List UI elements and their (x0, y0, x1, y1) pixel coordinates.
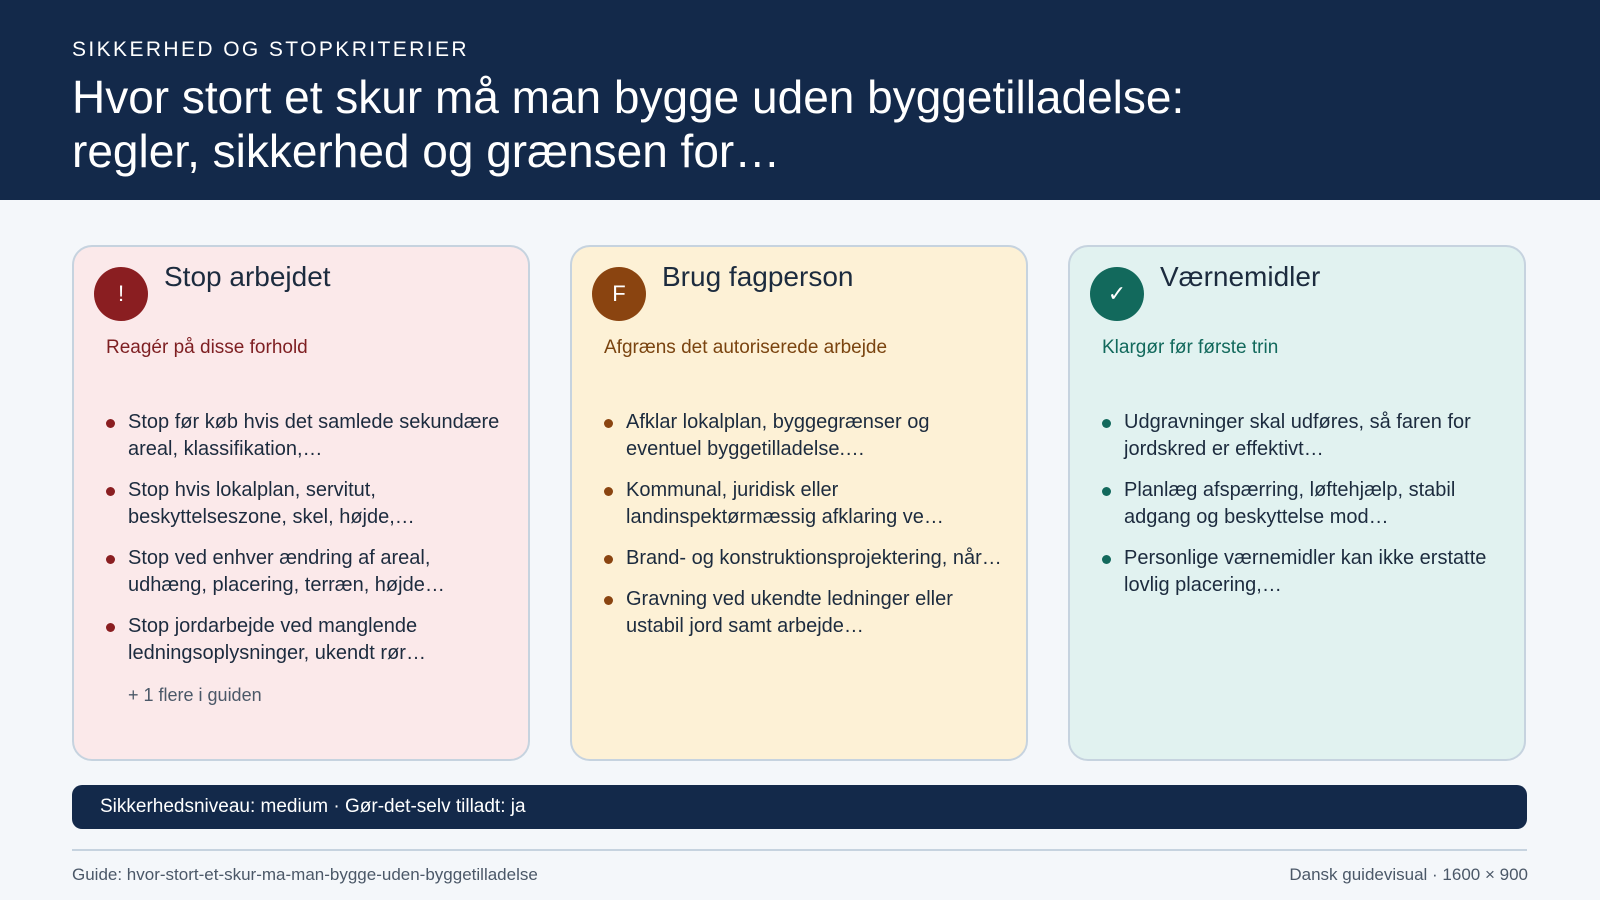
list-item (106, 545, 506, 599)
page-title: Hvor stort et skur må man bygge uden byggetilladelse: regler, sikkerhed og grænsen for… (72, 71, 1185, 177)
card-subtitle: Klargør før første trin (1102, 337, 1279, 358)
list-item-text: Kommunal, juridisk eller landinspektørmæssig afklaring ve… (626, 479, 944, 528)
card-protective-equipment (1068, 245, 1526, 761)
professional-icon: F (592, 267, 646, 321)
list-item (604, 477, 1004, 531)
bullet-list (1102, 409, 1502, 613)
bullet-dot-icon (604, 487, 613, 496)
card-title: Værnemidler (1160, 261, 1321, 292)
list-item (1102, 409, 1502, 463)
list-item-text: Stop hvis lokalplan, servitut, beskyttelseszone, skel, højde,… (128, 479, 415, 528)
header (0, 0, 1600, 200)
bullet-dot-icon (604, 596, 613, 605)
list-item (106, 613, 506, 667)
card-subtitle: Afgræns det autoriserede arbejde (604, 337, 888, 358)
bullet-dot-icon (604, 555, 613, 564)
bullet-dot-icon (106, 623, 115, 632)
bullet-dot-icon (1102, 487, 1111, 496)
more-in-guide-link[interactable]: + 1 flere i guiden (128, 685, 262, 705)
eyebrow-label: SIKKERHED OG STOPKRITERIER (72, 38, 469, 61)
list-item-text: Planlæg afspærring, løftehjælp, stabil adgang og beskyttelse mod… (1124, 479, 1456, 528)
safety-status-bar: Sikkerhedsniveau: medium · Gør-det-selv tilladt: ja (72, 785, 1527, 829)
bullet-list (106, 409, 506, 681)
footer-divider (72, 849, 1527, 851)
card-use-professional (570, 245, 1028, 761)
list-item-text: Personlige værnemidler kan ikke erstatte lovlig placering,… (1124, 547, 1487, 596)
list-item (1102, 477, 1502, 531)
footer-guide-slug: Guide: hvor-stort-et-skur-ma-man-bygge-uden-byggetilladelse (72, 865, 538, 884)
list-item-text: Stop før køb hvis det samlede sekundære areal, klassifikation,… (128, 411, 500, 460)
list-item (604, 586, 1004, 640)
alert-icon: ! (94, 267, 148, 321)
checkmark-icon: ✓ (1090, 267, 1144, 321)
list-item-text: Stop jordarbejde ved manglende ledningsoplysninger, ukendt rør… (128, 615, 426, 664)
bullet-dot-icon (604, 419, 613, 428)
list-item-text: Brand- og konstruktionsprojektering, når… (626, 547, 1002, 569)
list-item (604, 409, 1004, 463)
list-item-text: Udgravninger skal udføres, så faren for jordskred er effektivt… (1124, 411, 1471, 460)
list-item (1102, 545, 1502, 599)
list-item-text: Afklar lokalplan, byggegrænser og eventuel byggetilladelse.… (626, 411, 930, 460)
bullet-dot-icon (1102, 419, 1111, 428)
footer-meta: Dansk guidevisual · 1600 × 900 (1289, 865, 1528, 884)
bullet-dot-icon (106, 487, 115, 496)
bullet-dot-icon (106, 555, 115, 564)
list-item (604, 545, 1004, 572)
card-subtitle: Reagér på disse forhold (106, 337, 308, 358)
card-title: Brug fagperson (662, 261, 854, 292)
bullet-dot-icon (106, 419, 115, 428)
bullet-list (604, 409, 1004, 654)
list-item-text: Gravning ved ukendte ledninger eller ustabil jord samt arbejde… (626, 588, 953, 637)
card-title: Stop arbejdet (164, 261, 331, 292)
bullet-dot-icon (1102, 555, 1111, 564)
list-item (106, 477, 506, 531)
list-item (106, 409, 506, 463)
card-stop-work (72, 245, 530, 761)
list-item-text: Stop ved enhver ændring af areal, udhæng, placering, terræn, højde… (128, 547, 445, 596)
